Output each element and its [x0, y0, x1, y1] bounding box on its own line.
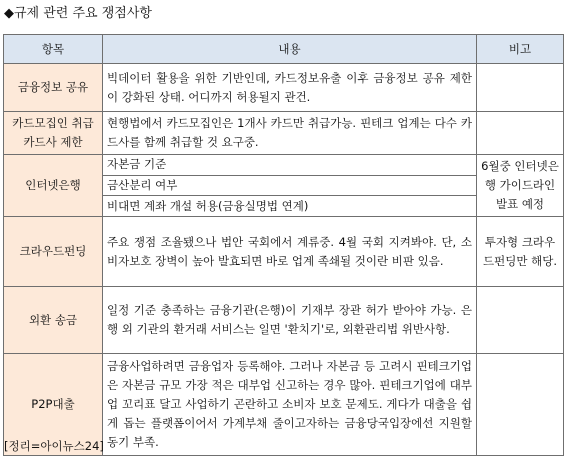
source-credit: [정리=아이뉴스24]: [4, 439, 104, 453]
row-content-p2p-loan: 금융사업하려면 금융업자 등록해야. 그러나 자본금 등 고려시 핀테크기업은 자본금 규모 가장 적은 대부업 신고하는 경우 많아. 핀테크기업에 대부업 꼬리표 달고 사업하기 곤란하고 소비자 보호 문제도. 게다가 대출을 쉽게 돕는 플랫폼이어서 가계부채 줄이고자하는 금융당국입장에선 지원할 동기 부족.: [103, 354, 477, 456]
row-content-fx-remittance: 일정 기준 충족하는 금융기관(은행)이 기재부 장관 허가 받아야 가능. 은행 외 기관의 환거래 서비스는 일면 '환치기'로, 외환관리법 위반사항.: [103, 287, 477, 354]
row-item-fx-remittance: 외환 송금: [4, 287, 103, 354]
page-title: ◆규제 관련 주요 쟁점사항: [4, 6, 152, 21]
row-subitem-remote-account: 비대면 계좌 개설 허용(금융실명법 연계): [103, 196, 477, 217]
row-item-internet-bank: 인터넷은행: [4, 155, 103, 217]
row-note-card-recruiter: [477, 112, 564, 155]
header-note: 비고: [477, 35, 564, 64]
table-header-row: [4, 35, 564, 64]
row-item-crowdfunding: 크라우드펀딩: [4, 217, 103, 287]
row-subitem-capital: 자본금 기준: [103, 155, 477, 176]
table-row: [4, 217, 564, 287]
row-note-financial-info: [477, 64, 564, 112]
row-content-card-recruiter: 현행법에서 카드모집인은 1개사 카드만 취급가능. 핀테크 업계는 다수 카드사를 함께 취급할 것 요구중.: [103, 112, 477, 155]
row-note-crowdfunding: 투자형 크라우드펀딩만 해당.: [477, 217, 564, 287]
table-row: [4, 112, 564, 155]
header-content: 내용: [103, 35, 477, 64]
row-note-internet-bank: 6월중 인터넷은행 가이드라인 발표 예정: [477, 155, 564, 217]
table-row: [4, 155, 564, 176]
row-item-card-recruiter: 카드모집인 취급 카드사 제한: [4, 112, 103, 155]
row-item-financial-info: 금융정보 공유: [4, 64, 103, 112]
table-row: [4, 287, 564, 354]
row-subitem-separation: 금산분리 여부: [103, 175, 477, 196]
row-note-fx-remittance: [477, 287, 564, 354]
regulation-issues-table: [3, 34, 564, 456]
row-note-p2p-loan: [477, 354, 564, 456]
header-item: 항목: [4, 35, 103, 64]
row-content-financial-info: 빅데이터 활용을 위한 기반인데, 카드정보유출 이후 금융정보 공유 제한이 강화된 상태. 어디까지 허용될지 관건.: [103, 64, 477, 112]
table-row: [4, 64, 564, 112]
row-item-p2p-loan: P2P대출: [4, 354, 103, 456]
row-content-crowdfunding: 주요 쟁점 조율됐으나 법안 국회에서 계류중. 4월 국회 지켜봐야. 단, 소비자보호 장벽이 높아 발효되면 바로 업계 족쇄될 것이란 비판 있음.: [103, 217, 477, 287]
